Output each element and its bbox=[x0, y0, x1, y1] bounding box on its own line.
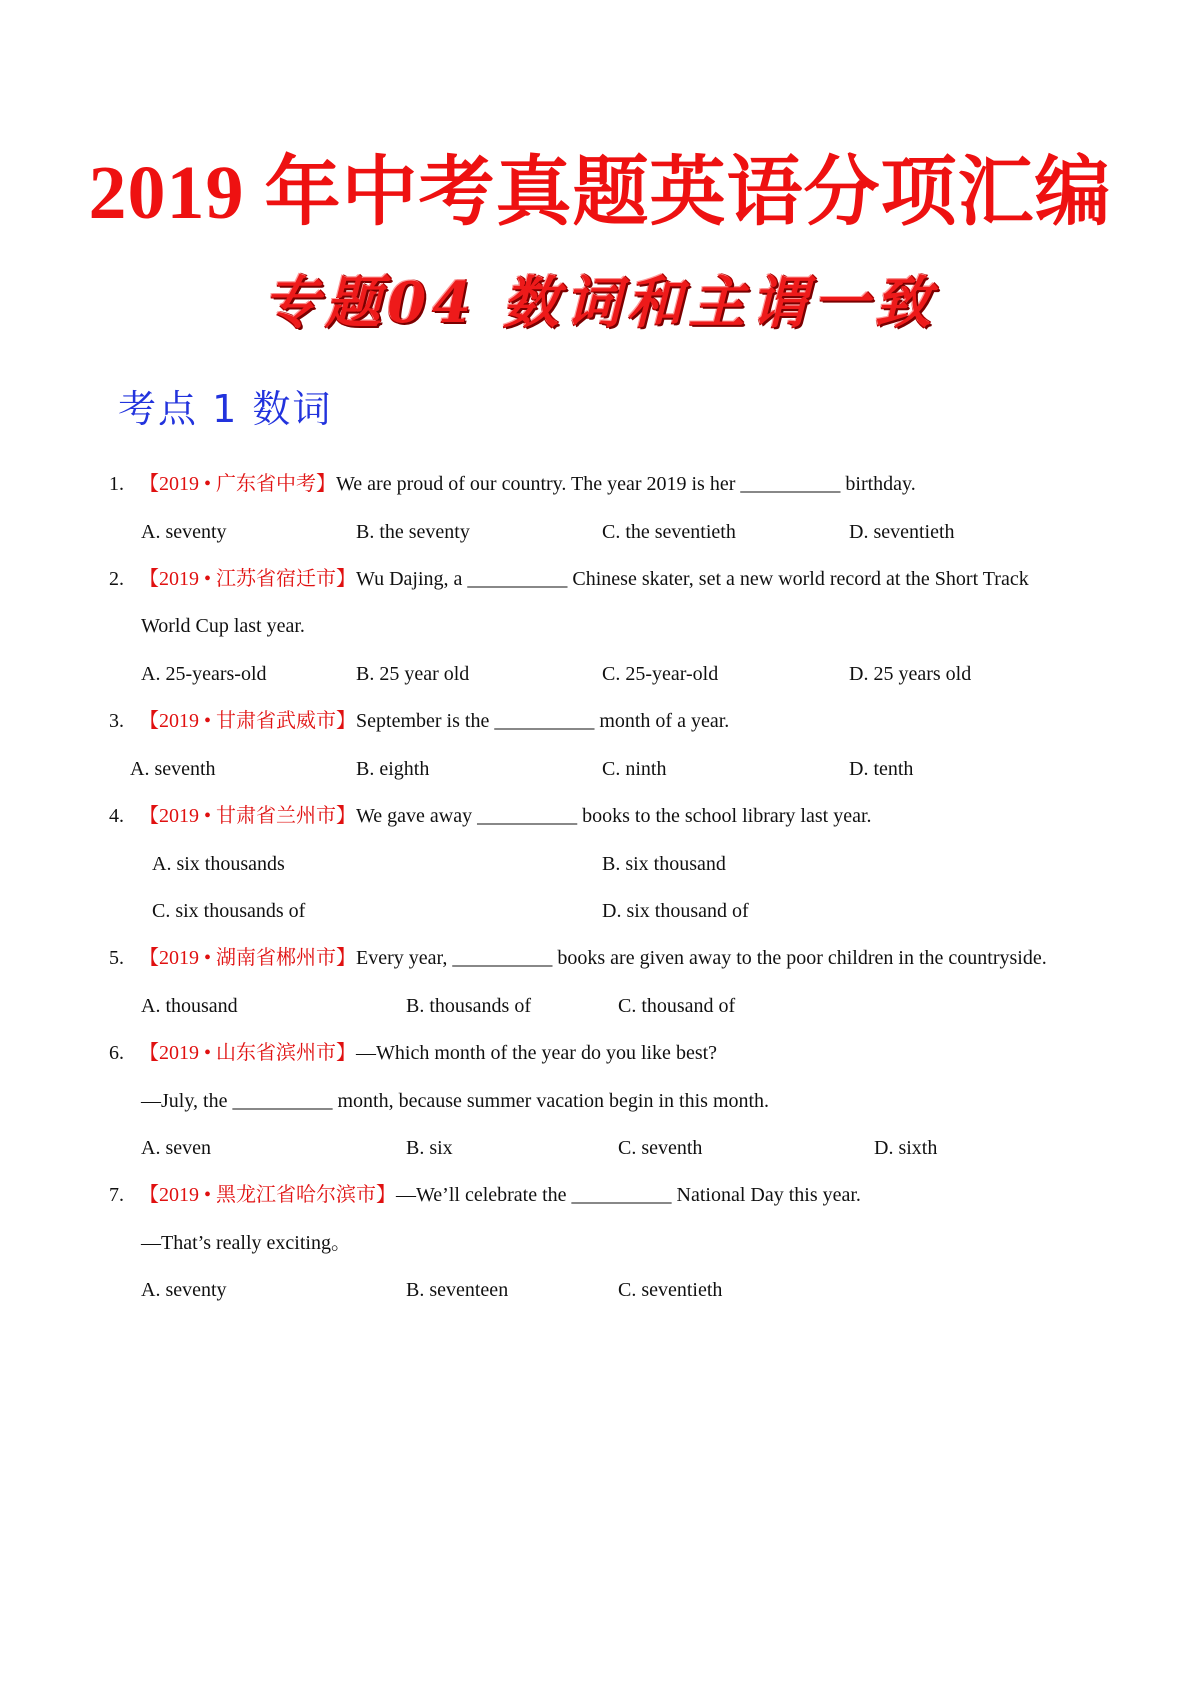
option-b: B. seventeen bbox=[406, 1279, 509, 1301]
option-d: D. 25 years old bbox=[849, 663, 972, 685]
question-number: 7. bbox=[109, 1184, 124, 1206]
question-stem: September is the __________ month of a year. bbox=[356, 710, 730, 732]
question-stem: Every year, __________ books are given away to the poor children in the countryside. bbox=[356, 947, 1047, 969]
option-c: C. ninth bbox=[602, 758, 667, 780]
question-stem-continued: —That’s really exciting。 bbox=[141, 1232, 351, 1254]
option-b: B. thousands of bbox=[406, 995, 531, 1017]
option-a: A. 25-years-old bbox=[141, 663, 267, 685]
question-stem: Wu Dajing, a __________ Chinese skater, set a new world record at the Short Track bbox=[356, 568, 1029, 590]
question-source: 【2019 • 广东省中考】 bbox=[139, 473, 337, 495]
section-heading: 考点 1 数词 bbox=[118, 387, 333, 431]
question-stem: We gave away __________ books to the school library last year. bbox=[356, 805, 872, 827]
option-a: A. seven bbox=[141, 1137, 211, 1159]
option-a: A. thousand bbox=[141, 995, 238, 1017]
question-4-line bbox=[109, 802, 872, 830]
question-stem-continued: —July, the __________ month, because summer vacation begin in this month. bbox=[141, 1090, 770, 1112]
option-c: C. the seventieth bbox=[602, 521, 736, 543]
question-5-line bbox=[109, 944, 1047, 972]
option-c: C. seventieth bbox=[618, 1279, 723, 1301]
question-stem-continued: World Cup last year. bbox=[141, 615, 305, 637]
question-number: 1. bbox=[109, 473, 124, 495]
option-d: D. six thousand of bbox=[602, 900, 749, 922]
question-3-line bbox=[109, 707, 729, 735]
option-a: A. seventy bbox=[141, 521, 227, 543]
question-number: 6. bbox=[109, 1042, 124, 1064]
option-b: B. six bbox=[406, 1137, 453, 1159]
option-a: A. seventh bbox=[130, 758, 216, 780]
option-d: D. seventieth bbox=[849, 521, 955, 543]
option-c: C. thousand of bbox=[618, 995, 736, 1017]
option-c: C. six thousands of bbox=[152, 900, 306, 922]
option-b: B. six thousand bbox=[602, 853, 726, 875]
option-c: C. 25-year-old bbox=[602, 663, 719, 685]
question-2-line bbox=[109, 565, 1029, 593]
question-source: 【2019 • 山东省滨州市】 bbox=[139, 1042, 357, 1064]
option-b: B. the seventy bbox=[356, 521, 470, 543]
option-b: B. 25 year old bbox=[356, 663, 470, 685]
question-number: 5. bbox=[109, 947, 124, 969]
question-source: 【2019 • 甘肃省武威市】 bbox=[139, 710, 357, 732]
document-title: 2019 年中考真题英语分项汇编 bbox=[88, 151, 1112, 235]
question-source: 【2019 • 甘肃省兰州市】 bbox=[139, 805, 357, 827]
question-stem: We are proud of our country. The year 2019 is her __________ birthday. bbox=[336, 473, 916, 495]
question-stem: —Which month of the year do you like best? bbox=[356, 1042, 718, 1064]
option-a: A. six thousands bbox=[152, 853, 285, 875]
option-d: D. tenth bbox=[849, 758, 914, 780]
question-stem: —We’ll celebrate the __________ National Day this year. bbox=[396, 1184, 861, 1206]
option-d: D. sixth bbox=[874, 1137, 938, 1159]
question-number: 3. bbox=[109, 710, 124, 732]
question-6-line bbox=[109, 1039, 717, 1067]
option-b: B. eighth bbox=[356, 758, 430, 780]
question-7-line bbox=[109, 1181, 861, 1209]
question-source: 【2019 • 黑龙江省哈尔滨市】 bbox=[139, 1184, 397, 1206]
question-source: 【2019 • 湖南省郴州市】 bbox=[139, 947, 357, 969]
question-1-line bbox=[109, 470, 916, 498]
question-number: 4. bbox=[109, 805, 124, 827]
question-source: 【2019 • 江苏省宿迁市】 bbox=[139, 568, 357, 590]
document-subtitle: 专题04 数词和主谓一致 bbox=[263, 270, 937, 336]
option-c: C. seventh bbox=[618, 1137, 703, 1159]
question-number: 2. bbox=[109, 568, 124, 590]
option-a: A. seventy bbox=[141, 1279, 227, 1301]
